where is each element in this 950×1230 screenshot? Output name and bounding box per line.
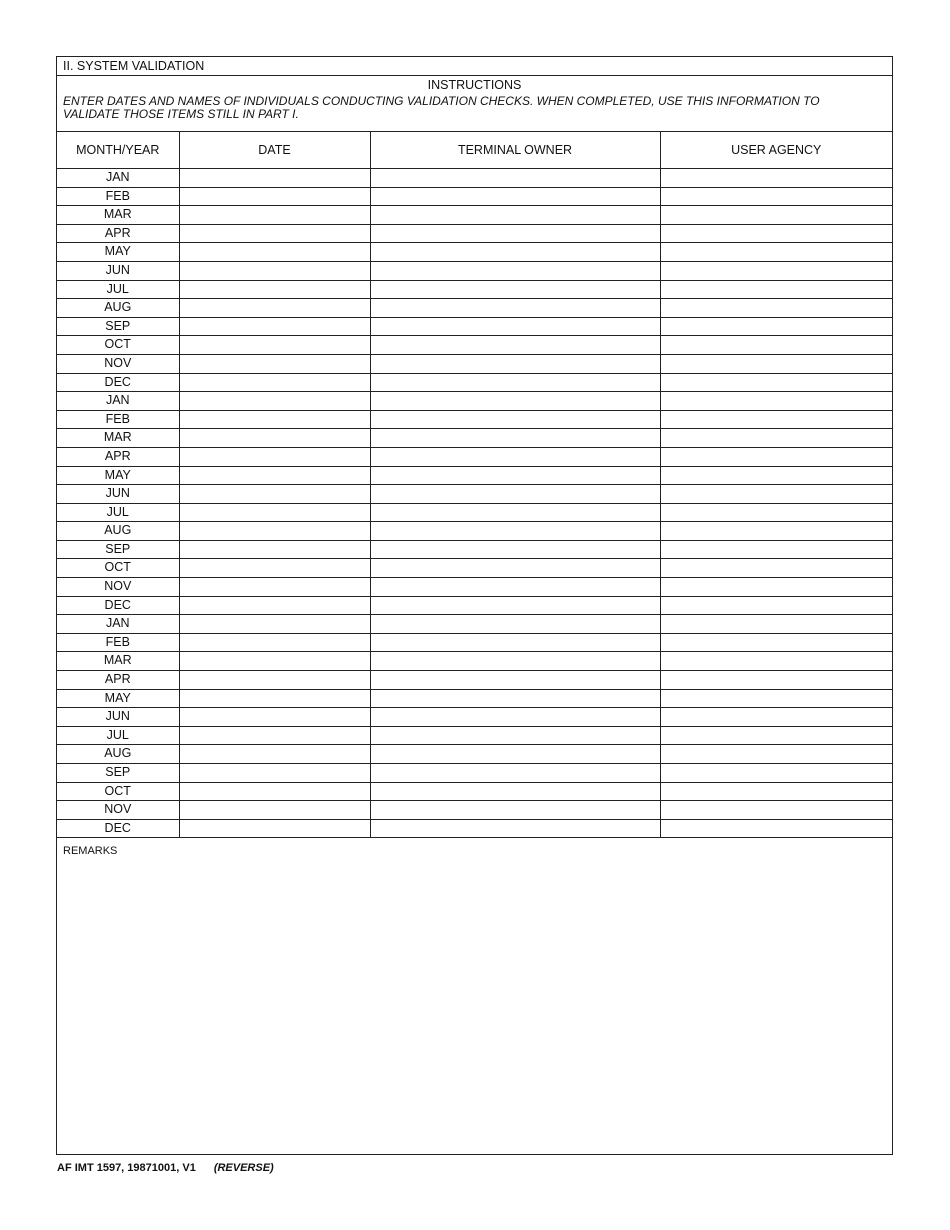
month-cell: NOV (57, 801, 179, 820)
date-cell[interactable] (179, 559, 370, 578)
table-row (57, 503, 892, 522)
table-row (57, 485, 892, 504)
date-cell[interactable] (179, 671, 370, 690)
table-header-row (57, 132, 892, 169)
table-row (57, 299, 892, 318)
table-row (57, 466, 892, 485)
table-row (57, 559, 892, 578)
user-agency-cell[interactable] (660, 410, 892, 429)
user-agency-cell[interactable] (660, 429, 892, 448)
table-row (57, 671, 892, 690)
terminal-owner-cell[interactable] (370, 187, 660, 206)
table-row (57, 206, 892, 225)
date-cell[interactable] (179, 726, 370, 745)
date-cell[interactable] (179, 522, 370, 541)
user-agency-cell[interactable] (660, 671, 892, 690)
user-agency-cell[interactable] (660, 633, 892, 652)
terminal-owner-cell[interactable] (370, 206, 660, 225)
date-cell[interactable] (179, 261, 370, 280)
month-cell: APR (57, 447, 179, 466)
date-cell[interactable] (179, 615, 370, 634)
user-agency-cell[interactable] (660, 782, 892, 801)
table-row (57, 801, 892, 820)
month-cell: JUL (57, 280, 179, 299)
date-cell[interactable] (179, 819, 370, 838)
date-cell[interactable] (179, 410, 370, 429)
user-agency-cell[interactable] (660, 596, 892, 615)
terminal-owner-cell[interactable] (370, 819, 660, 838)
user-agency-cell[interactable] (660, 522, 892, 541)
terminal-owner-cell[interactable] (370, 671, 660, 690)
table-row (57, 243, 892, 262)
month-cell: SEP (57, 317, 179, 336)
user-agency-cell[interactable] (660, 466, 892, 485)
date-cell[interactable] (179, 429, 370, 448)
month-cell: FEB (57, 633, 179, 652)
terminal-owner-cell[interactable] (370, 708, 660, 727)
month-cell: DEC (57, 819, 179, 838)
user-agency-cell[interactable] (660, 261, 892, 280)
date-cell[interactable] (179, 540, 370, 559)
terminal-owner-cell[interactable] (370, 466, 660, 485)
terminal-owner-cell[interactable] (370, 801, 660, 820)
table-row (57, 689, 892, 708)
month-cell: OCT (57, 782, 179, 801)
date-cell[interactable] (179, 596, 370, 615)
user-agency-cell[interactable] (660, 689, 892, 708)
date-cell[interactable] (179, 764, 370, 783)
table-row (57, 708, 892, 727)
terminal-owner-cell[interactable] (370, 429, 660, 448)
terminal-owner-cell[interactable] (370, 243, 660, 262)
date-cell[interactable] (179, 373, 370, 392)
date-cell[interactable] (179, 782, 370, 801)
terminal-owner-cell[interactable] (370, 392, 660, 411)
user-agency-cell[interactable] (660, 745, 892, 764)
user-agency-cell[interactable] (660, 224, 892, 243)
month-cell: OCT (57, 336, 179, 355)
user-agency-cell[interactable] (660, 447, 892, 466)
user-agency-cell[interactable] (660, 578, 892, 597)
terminal-owner-cell[interactable] (370, 261, 660, 280)
month-cell: AUG (57, 522, 179, 541)
form-id: AF IMT 1597, 19871001, V1 (57, 1162, 196, 1174)
month-cell: AUG (57, 745, 179, 764)
table-row (57, 373, 892, 392)
user-agency-cell[interactable] (660, 540, 892, 559)
table-row (57, 392, 892, 411)
table-row (57, 633, 892, 652)
terminal-owner-cell[interactable] (370, 782, 660, 801)
date-cell[interactable] (179, 485, 370, 504)
instructions-title: INSTRUCTIONS (427, 78, 522, 92)
table-row (57, 410, 892, 429)
terminal-owner-cell[interactable] (370, 336, 660, 355)
terminal-owner-cell[interactable] (370, 169, 660, 188)
terminal-owner-cell[interactable] (370, 354, 660, 373)
user-agency-cell[interactable] (660, 392, 892, 411)
section-title: II. SYSTEM VALIDATION (57, 57, 892, 76)
month-cell: DEC (57, 373, 179, 392)
month-cell: APR (57, 671, 179, 690)
header-terminal-owner: TERMINAL OWNER (370, 132, 660, 169)
terminal-owner-cell[interactable] (370, 410, 660, 429)
table-row (57, 578, 892, 597)
date-cell[interactable] (179, 354, 370, 373)
table-row (57, 429, 892, 448)
date-cell[interactable] (179, 652, 370, 671)
month-cell: JUN (57, 261, 179, 280)
month-cell: NOV (57, 578, 179, 597)
date-cell[interactable] (179, 169, 370, 188)
instructions-text: ENTER DATES AND NAMES OF INDIVIDUALS CONDUCTING VALIDATION CHECKS. WHEN COMPLETED, USE THIS INFORMATION TO VALIDATE THOSE ITEMS STILL IN PART I. (63, 94, 820, 121)
month-cell: NOV (57, 354, 179, 373)
date-cell[interactable] (179, 317, 370, 336)
month-cell: AUG (57, 299, 179, 318)
table-row (57, 615, 892, 634)
date-cell[interactable] (179, 801, 370, 820)
table-row (57, 317, 892, 336)
header-month-year: MONTH/YEAR (57, 132, 179, 169)
month-cell: MAY (57, 243, 179, 262)
terminal-owner-cell[interactable] (370, 726, 660, 745)
user-agency-cell[interactable] (660, 169, 892, 188)
header-user-agency: USER AGENCY (660, 132, 892, 169)
table-row (57, 726, 892, 745)
table-row (57, 745, 892, 764)
terminal-owner-cell[interactable] (370, 485, 660, 504)
month-cell: JAN (57, 392, 179, 411)
user-agency-cell[interactable] (660, 299, 892, 318)
date-cell[interactable] (179, 224, 370, 243)
user-agency-cell[interactable] (660, 708, 892, 727)
user-agency-cell[interactable] (660, 373, 892, 392)
user-agency-cell[interactable] (660, 485, 892, 504)
user-agency-cell[interactable] (660, 243, 892, 262)
form-footer (57, 1162, 274, 1174)
month-cell: OCT (57, 559, 179, 578)
month-cell: SEP (57, 540, 179, 559)
month-cell: JUL (57, 503, 179, 522)
table-row (57, 169, 892, 188)
user-agency-cell[interactable] (660, 559, 892, 578)
date-cell[interactable] (179, 187, 370, 206)
remarks-label: REMARKS (63, 845, 118, 857)
table-row (57, 354, 892, 373)
month-cell: DEC (57, 596, 179, 615)
terminal-owner-cell[interactable] (370, 540, 660, 559)
date-cell[interactable] (179, 689, 370, 708)
terminal-owner-cell[interactable] (370, 652, 660, 671)
month-cell: MAY (57, 689, 179, 708)
terminal-owner-cell[interactable] (370, 280, 660, 299)
date-cell[interactable] (179, 280, 370, 299)
month-cell: JUN (57, 708, 179, 727)
month-cell: SEP (57, 764, 179, 783)
table-row (57, 280, 892, 299)
terminal-owner-cell[interactable] (370, 578, 660, 597)
table-row (57, 522, 892, 541)
table-row (57, 596, 892, 615)
validation-table (57, 132, 892, 838)
validation-form (56, 56, 893, 1155)
month-cell: FEB (57, 187, 179, 206)
user-agency-cell[interactable] (660, 615, 892, 634)
terminal-owner-cell[interactable] (370, 373, 660, 392)
month-cell: JUN (57, 485, 179, 504)
terminal-owner-cell[interactable] (370, 745, 660, 764)
table-row (57, 336, 892, 355)
user-agency-cell[interactable] (660, 206, 892, 225)
month-cell: MAR (57, 652, 179, 671)
month-cell: JUL (57, 726, 179, 745)
table-row (57, 447, 892, 466)
user-agency-cell[interactable] (660, 819, 892, 838)
table-row (57, 261, 892, 280)
month-cell: MAR (57, 206, 179, 225)
table-row (57, 187, 892, 206)
month-cell: MAR (57, 429, 179, 448)
user-agency-cell[interactable] (660, 726, 892, 745)
terminal-owner-cell[interactable] (370, 615, 660, 634)
terminal-owner-cell[interactable] (370, 522, 660, 541)
page-side-label: (REVERSE) (213, 1162, 274, 1174)
date-cell[interactable] (179, 336, 370, 355)
user-agency-cell[interactable] (660, 764, 892, 783)
table-row (57, 819, 892, 838)
month-cell: JAN (57, 169, 179, 188)
instructions-block (57, 76, 892, 132)
terminal-owner-cell[interactable] (370, 299, 660, 318)
table-row (57, 764, 892, 783)
user-agency-cell[interactable] (660, 801, 892, 820)
date-cell[interactable] (179, 466, 370, 485)
terminal-owner-cell[interactable] (370, 633, 660, 652)
header-date: DATE (179, 132, 370, 169)
user-agency-cell[interactable] (660, 354, 892, 373)
user-agency-cell[interactable] (660, 280, 892, 299)
terminal-owner-cell[interactable] (370, 503, 660, 522)
user-agency-cell[interactable] (660, 317, 892, 336)
date-cell[interactable] (179, 578, 370, 597)
terminal-owner-cell[interactable] (370, 317, 660, 336)
date-cell[interactable] (179, 503, 370, 522)
month-cell: JAN (57, 615, 179, 634)
table-row (57, 540, 892, 559)
date-cell[interactable] (179, 745, 370, 764)
user-agency-cell[interactable] (660, 652, 892, 671)
terminal-owner-cell[interactable] (370, 224, 660, 243)
month-cell: MAY (57, 466, 179, 485)
date-cell[interactable] (179, 243, 370, 262)
user-agency-cell[interactable] (660, 503, 892, 522)
table-row (57, 782, 892, 801)
month-cell: FEB (57, 410, 179, 429)
date-cell[interactable] (179, 708, 370, 727)
date-cell[interactable] (179, 392, 370, 411)
month-cell: APR (57, 224, 179, 243)
user-agency-cell[interactable] (660, 187, 892, 206)
user-agency-cell[interactable] (660, 336, 892, 355)
terminal-owner-cell[interactable] (370, 447, 660, 466)
date-cell[interactable] (179, 206, 370, 225)
terminal-owner-cell[interactable] (370, 689, 660, 708)
terminal-owner-cell[interactable] (370, 764, 660, 783)
remarks-field[interactable] (57, 839, 892, 1154)
terminal-owner-cell[interactable] (370, 596, 660, 615)
table-body (57, 169, 892, 838)
table-row (57, 224, 892, 243)
date-cell[interactable] (179, 633, 370, 652)
table-row (57, 652, 892, 671)
date-cell[interactable] (179, 299, 370, 318)
terminal-owner-cell[interactable] (370, 559, 660, 578)
date-cell[interactable] (179, 447, 370, 466)
